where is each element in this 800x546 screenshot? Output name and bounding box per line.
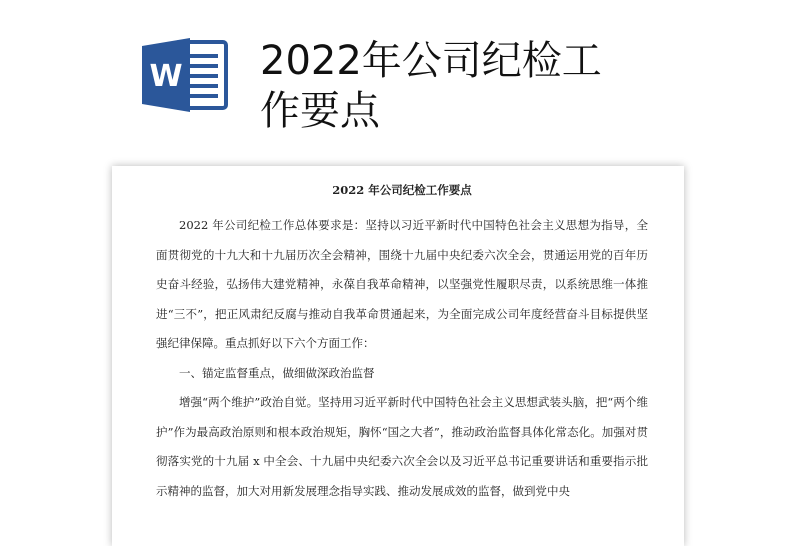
document-section-heading: 一、锚定监督重点，做细做深政治监督: [179, 365, 375, 380]
document-paragraph-intro: 2022 年公司纪检工作总体要求是：坚持以习近平新时代中国特色社会主义思想为指导，全面贯彻党的十九大和十九届历次全会精神，围绕十九届中央纪委六次全会，贯通运用党的百年历史奋斗经验，弘扬伟大建党精神，永葆自我革命精神，以坚强党性履职尽责，以系统思维一体推进“三不”，把正风肃纪反腐与推动自我革命贯通起来，为全面完成公司年度经营奋斗目标提供坚强纪律保障。重点抓好以下六个方面工作：: [156, 218, 648, 350]
page-title: 2022年公司纪检工作要点: [260, 38, 602, 134]
word-document-icon: [140, 36, 232, 114]
document-paragraph-body: 增强“两个维护”政治自觉。坚持用习近平新时代中国特色社会主义思想武装头脑，把“两个维护”作为最高政治原则和根本政治规矩，胸怀“国之大者”，推动政治监督具体化常态化。加强对贯彻落实党的十九届 x 中全会、十九届中央纪委六次全会以及习近平总书记重要讲话和重要指示批示精神的监督，加大对用新发展理念指导实践、推动发展成效的监督，做到党中央: [156, 395, 648, 498]
word-letter: W: [149, 59, 183, 94]
document-title: 2022 年公司纪检工作要点: [332, 183, 472, 197]
document-page: [112, 166, 684, 546]
